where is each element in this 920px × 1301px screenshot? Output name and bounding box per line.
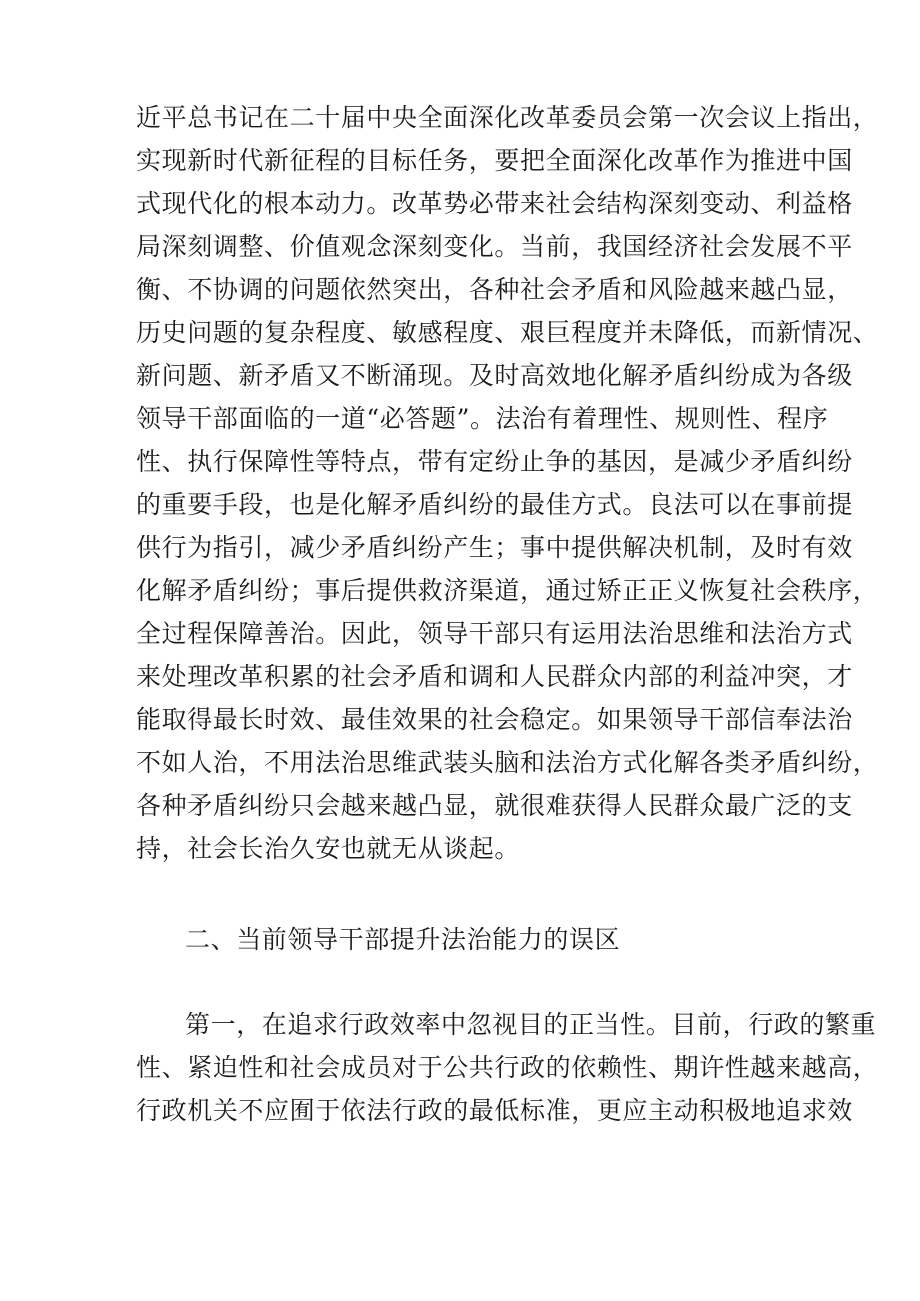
- text-line: 第一，在追求行政效率中忽视目的正当性。目前，行政的繁重: [185, 1010, 877, 1039]
- text-line: 新问题、新矛盾又不断涌现。及时高效地化解矛盾纠纷成为各级: [136, 361, 853, 390]
- text-line: 全过程保障善治。因此，领导干部只有运用法治思维和法治方式: [136, 619, 853, 648]
- text-line: 化解矛盾纠纷；事后提供救济渠道，通过矫正正义恢复社会秩序，: [136, 576, 879, 605]
- text-line: 行政机关不应囿于依法行政的最低标准，更应主动积极地追求效: [136, 1096, 853, 1125]
- text-line: 来处理改革积累的社会矛盾和调和人民群众内部的利益冲突，才: [136, 662, 853, 691]
- text-line: 实现新时代新征程的目标任务，要把全面深化改革作为推进中国: [136, 146, 853, 175]
- text-line: 历史问题的复杂程度、敏感程度、艰巨程度并未降低，而新情况、: [136, 318, 879, 347]
- text-line: 性、执行保障性等特点，带有定纷止争的基因，是减少矛盾纠纷: [136, 447, 853, 476]
- text-line: 能取得最长时效、最佳效果的社会稳定。如果领导干部信奉法治: [136, 705, 853, 734]
- text-line: 衡、不协调的问题依然突出，各种社会矛盾和风险越来越凸显，: [136, 275, 853, 304]
- text-line: 领导干部面临的一道“必答题”。法治有着理性、规则性、程序: [136, 404, 829, 433]
- text-line: 的重要手段，也是化解矛盾纠纷的最佳方式。良法可以在事前提: [136, 490, 853, 519]
- text-line: 不如人治，不用法治思维武装头脑和法治方式化解各类矛盾纠纷，: [136, 748, 879, 777]
- text-line: 各种矛盾纠纷只会越来越凸显，就很难获得人民群众最广泛的支: [136, 791, 853, 820]
- text-line: 性、紧迫性和社会成员对于公共行政的依赖性、期许性越来越高，: [136, 1053, 879, 1082]
- text-line: 持，社会长治久安也就无从谈起。: [136, 834, 521, 863]
- text-line: 近平总书记在二十届中央全面深化改革委员会第一次会议上指出，: [136, 103, 879, 132]
- section-heading: 二、当前领导干部提升法治能力的误区: [185, 925, 621, 954]
- text-line: 供行为指引，减少矛盾纠纷产生；事中提供解决机制，及时有效: [136, 533, 853, 562]
- text-line: 局深刻调整、价值观念深刻变化。当前，我国经济社会发展不平: [136, 232, 853, 261]
- text-line: 式现代化的根本动力。改革势必带来社会结构深刻变动、利益格: [136, 189, 853, 218]
